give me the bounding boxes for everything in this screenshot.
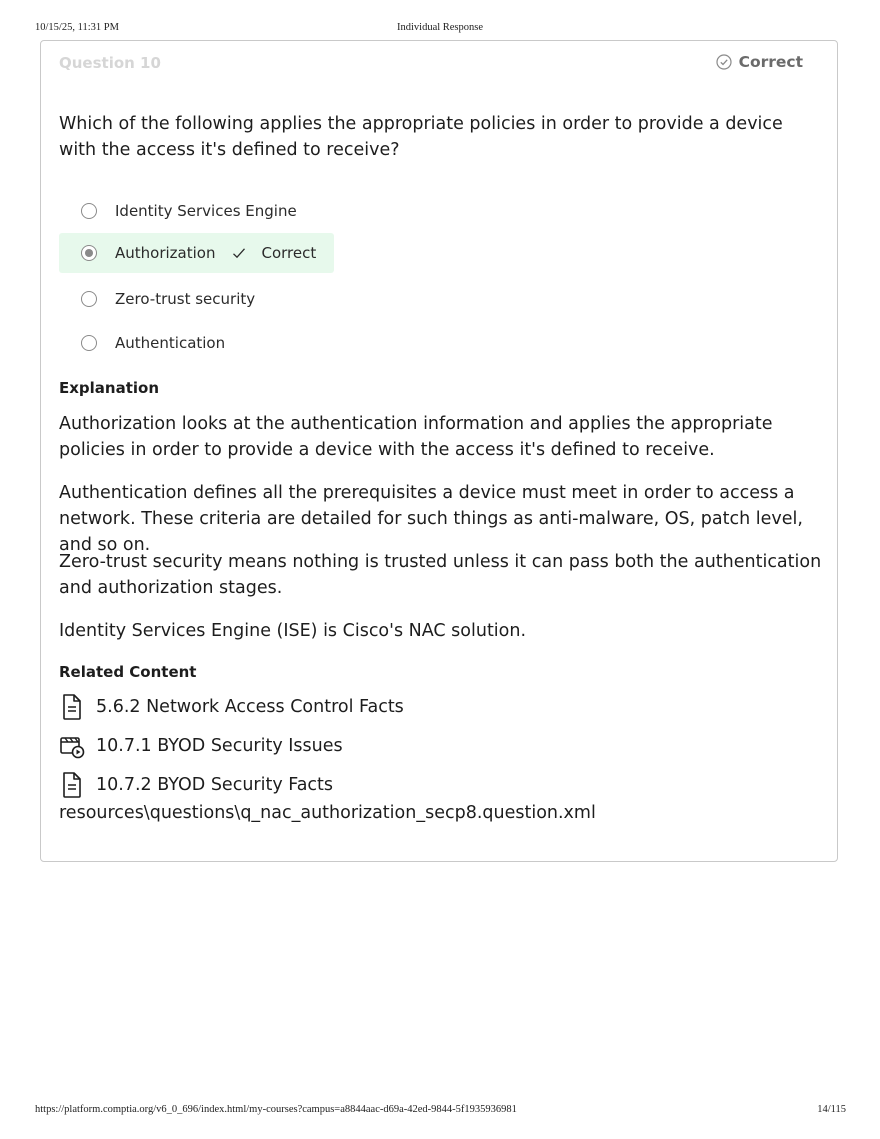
print-page-number: 14/115	[817, 1104, 846, 1115]
related-content-title: Related Content	[59, 663, 197, 681]
print-datetime: 10/15/25, 11:31 PM	[35, 22, 119, 33]
related-content-link[interactable]	[59, 732, 343, 760]
document-icon	[59, 771, 85, 799]
question-number: Question 10	[59, 54, 161, 72]
radio-button[interactable]	[81, 335, 97, 351]
related-content-link[interactable]	[59, 693, 404, 721]
radio-button-checked[interactable]	[81, 245, 97, 261]
correct-feedback	[231, 244, 316, 262]
answer-option-label: Authentication	[115, 334, 226, 352]
correct-feedback-label: Correct	[261, 244, 317, 262]
explanation-paragraph: Authorization looks at the authentication information and applies the appropriate policies in order to provide a device with the access it's defined to receive.	[59, 414, 773, 460]
video-icon	[59, 732, 85, 760]
answer-option-label: Authorization	[115, 244, 216, 262]
answer-option-selected[interactable]	[59, 233, 334, 273]
question-card	[40, 40, 838, 862]
related-content-link[interactable]	[59, 771, 333, 799]
question-status	[716, 53, 803, 71]
radio-button[interactable]	[81, 203, 97, 219]
related-content-label: 5.6.2 Network Access Control Facts	[96, 697, 404, 717]
question-text: Which of the following applies the appropriate policies in order to provide a device with the access it's defined to receive?	[59, 114, 783, 160]
resource-path: resources\questions\q_nac_authorization_secp8.question.xml	[59, 803, 596, 823]
answer-option[interactable]	[59, 279, 255, 319]
related-content-label: 10.7.2 BYOD Security Facts	[96, 775, 334, 795]
answer-option[interactable]	[59, 191, 297, 231]
document-icon	[59, 693, 85, 721]
check-circle-icon	[716, 54, 732, 70]
related-content-label: 10.7.1 BYOD Security Issues	[96, 736, 343, 756]
print-url: https://platform.comptia.org/v6_0_696/index.html/my-courses?campus=a8844aac-d69a-42ed-9844-5f1935936981	[35, 1104, 517, 1115]
explanation-paragraph: Zero-trust security means nothing is trusted unless it can pass both the authentication and authorization stages.	[59, 552, 822, 598]
explanation-title: Explanation	[59, 379, 160, 397]
explanation-paragraph: Identity Services Engine (ISE) is Cisco's NAC solution.	[59, 621, 527, 641]
checkmark-icon	[231, 245, 247, 261]
answer-option-label: Zero-trust security	[115, 290, 256, 308]
print-title: Individual Response	[396, 22, 484, 33]
explanation-paragraph: Authentication defines all the prerequisites a device must meet in order to access a network. These criteria are detailed for such things as anti-malware, OS, patch level, and so on.	[59, 483, 803, 555]
radio-button[interactable]	[81, 291, 97, 307]
answer-option-label: Identity Services Engine	[115, 202, 297, 220]
question-status-label: Correct	[738, 53, 803, 71]
answer-option[interactable]	[59, 323, 225, 363]
